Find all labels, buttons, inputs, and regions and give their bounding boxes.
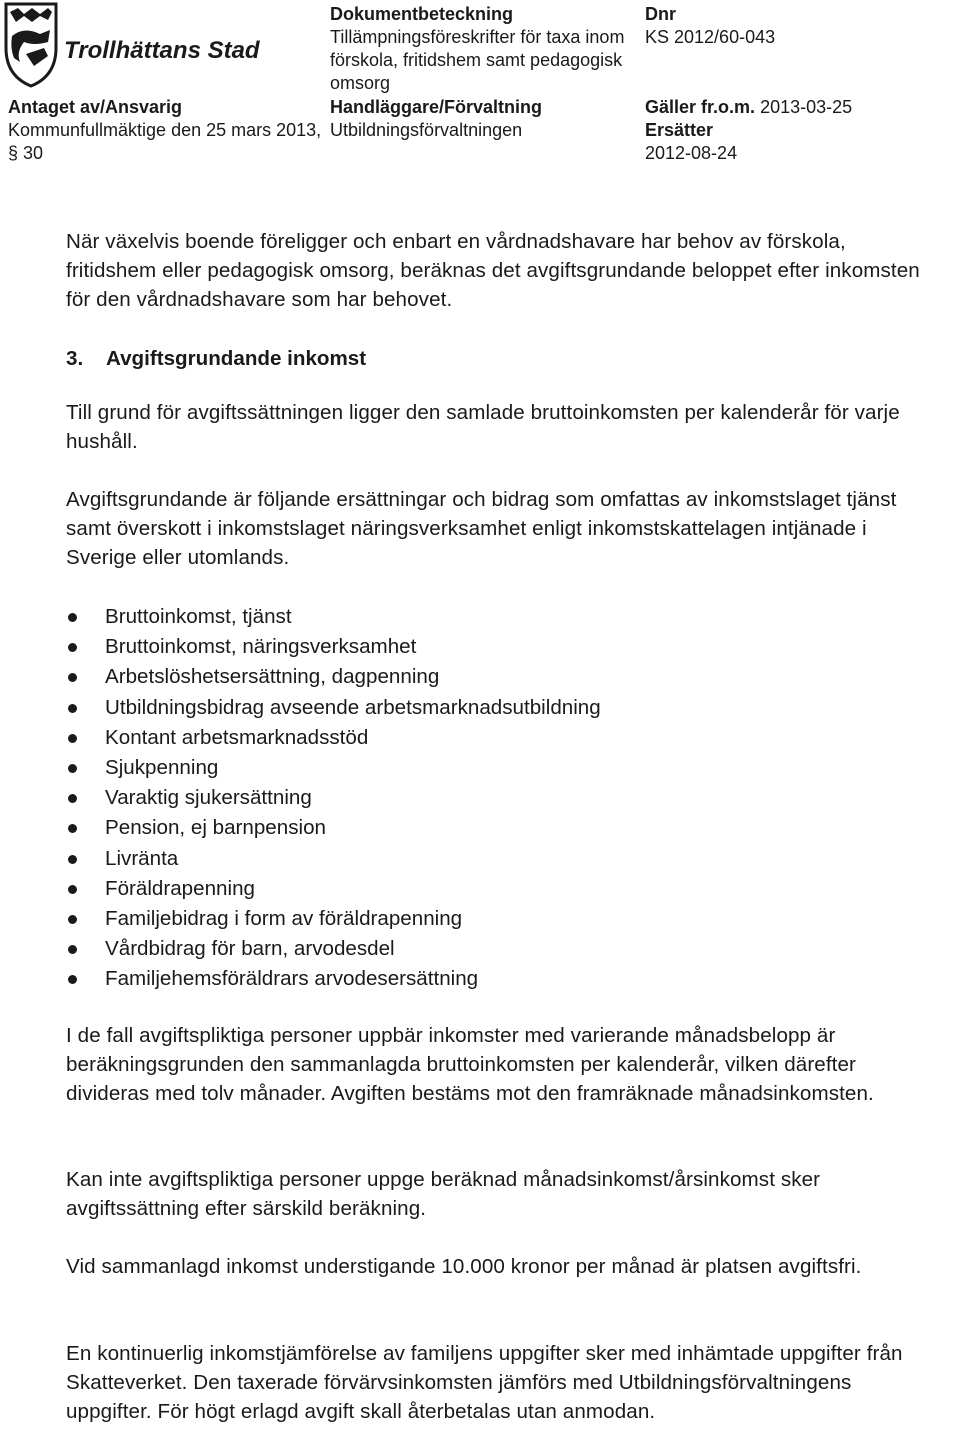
header-logo-area bbox=[0, 0, 320, 92]
section-heading bbox=[66, 344, 366, 373]
list-item-text: Pension, ej barnpension bbox=[105, 816, 326, 840]
list-item bbox=[66, 693, 601, 723]
bullet-icon bbox=[68, 673, 77, 682]
bullet-icon bbox=[68, 794, 77, 803]
bullet-icon bbox=[68, 885, 77, 894]
list-item-text: Arbetslöshetsersättning, dagpenning bbox=[105, 665, 440, 689]
bullet-icon bbox=[68, 734, 77, 743]
list-item-text: Bruttoinkomst, näringsverksamhet bbox=[105, 635, 417, 659]
bullet-icon bbox=[68, 643, 77, 652]
list-item bbox=[66, 723, 601, 753]
list-item bbox=[66, 964, 601, 994]
list-item-text: Kontant arbetsmarknadsstöd bbox=[105, 725, 369, 749]
valid-from-value: 2013-03-25 bbox=[760, 97, 853, 117]
list-item-text: Utbildningsbidrag avseende arbetsmarknadsutbildning bbox=[105, 695, 601, 719]
bullet-icon bbox=[68, 945, 77, 954]
list-item bbox=[66, 632, 601, 662]
paragraph-income-comparison: En kontinuerlig inkomstjämförelse av familjens uppgifter sker med inhämtade uppgifter från Skatteverket. Den taxerade förvärvsinkomsten jämförs med Utbildningsförvaltningens uppgifter. För högt erlagd avgift skall återbetalas utan anmodan. bbox=[66, 1342, 903, 1423]
list-item-text: Sjukpenning bbox=[105, 756, 219, 780]
list-item bbox=[66, 904, 601, 934]
adopted-value: Kommunfullmäktige den 25 mars 2013, § 30 bbox=[8, 120, 322, 163]
paragraph-income-basis: Till grund för avgiftssättningen ligger den samlade bruttoinkomsten per kalenderår för varje hushåll. bbox=[66, 401, 900, 453]
paragraph-special-calculation: Kan inte avgiftspliktiga personer uppge beräknad månadsinkomst/årsinkomst sker avgiftssättning efter särskild beräkning. bbox=[66, 1168, 821, 1220]
list-item bbox=[66, 874, 601, 904]
dnr-cell bbox=[645, 3, 945, 49]
dnr-value: KS 2012/60-043 bbox=[645, 27, 776, 47]
bullet-icon bbox=[68, 613, 77, 622]
bullet-icon bbox=[68, 855, 77, 864]
doc-designation-cell bbox=[330, 3, 630, 95]
list-item-text: Varaktig sjukersättning bbox=[105, 786, 312, 810]
paragraph-fee-exempt: Vid sammanlagd inkomst understigande 10.000 kronor per månad är platsen avgiftsfri. bbox=[66, 1255, 862, 1278]
handler-cell bbox=[330, 96, 630, 142]
section-number: 3. bbox=[66, 347, 84, 370]
list-item bbox=[66, 602, 601, 632]
list-item bbox=[66, 753, 601, 783]
doc-designation-label: Dokumentbeteckning bbox=[330, 4, 514, 24]
list-item bbox=[66, 662, 601, 692]
list-item-text: Livränta bbox=[105, 846, 179, 870]
list-item bbox=[66, 783, 601, 813]
income-type-list bbox=[66, 602, 601, 995]
replaces-value: 2012-08-24 bbox=[645, 143, 738, 163]
adopted-cell bbox=[8, 96, 328, 165]
bullet-icon bbox=[68, 824, 77, 833]
bullet-icon bbox=[68, 704, 77, 713]
paragraph-varying-income: I de fall avgiftspliktiga personer uppbär inkomster med varierande månadsbelopp är beräkningsgrunden den sammanlagda bruttoinkomsten per kalenderår, vilken därefter divideras med tolv månader. Avgiften bestäms mot den framräknade månadsinkomsten. bbox=[66, 1024, 874, 1105]
list-item-text: Bruttoinkomst, tjänst bbox=[105, 605, 292, 628]
replaces-label: Ersätter bbox=[645, 120, 714, 140]
list-item-text: Familjebidrag i form av föräldrapenning bbox=[105, 907, 463, 931]
list-item bbox=[66, 813, 601, 843]
valid-from-label: Gäller fr.o.m. bbox=[645, 97, 756, 117]
doc-designation-value: Tillämpningsföreskrifter för taxa inom förskola, fritidshem samt pedagogisk omsorg bbox=[330, 27, 625, 93]
handler-value: Utbildningsförvaltningen bbox=[330, 120, 523, 140]
list-item-text: Föräldrapenning bbox=[105, 876, 255, 900]
list-item bbox=[66, 844, 601, 874]
list-item-text: Familjehemsföräldrars arvodesersättning bbox=[105, 967, 479, 991]
list-item bbox=[66, 934, 601, 964]
bullet-icon bbox=[68, 764, 77, 773]
adopted-label: Antaget av/Ansvarig bbox=[8, 97, 183, 117]
coat-of-arms-icon bbox=[6, 4, 56, 86]
validity-cell bbox=[645, 96, 945, 165]
paragraph-alternating-residence: När växelvis boende föreligger och enbart en vårdnadshavare har behov av förskola, fritidshem eller pedagogisk omsorg, beräknas det avgiftsgrundande beloppet efter inkomsten för den vårdnadshavare som har behovet. bbox=[66, 230, 920, 311]
bullet-icon bbox=[68, 975, 77, 984]
handler-label: Handläggare/Förvaltning bbox=[330, 97, 543, 117]
list-item-text: Vårdbidrag för barn, arvodesdel bbox=[105, 937, 395, 961]
paragraph-income-types: Avgiftsgrundande är följande ersättningar och bidrag som omfattas av inkomstslaget tjänst samt överskott i inkomstslaget näringsverksamhet enligt inkomstskattelagen intjänade i Sverige eller utomlands. bbox=[66, 488, 897, 569]
dnr-label: Dnr bbox=[645, 4, 676, 24]
bullet-icon bbox=[68, 915, 77, 924]
section-title: Avgiftsgrundande inkomst bbox=[106, 347, 367, 370]
logo-wordmark: Trollhättans Stad bbox=[64, 37, 260, 64]
trollhattan-logo bbox=[4, 2, 316, 88]
